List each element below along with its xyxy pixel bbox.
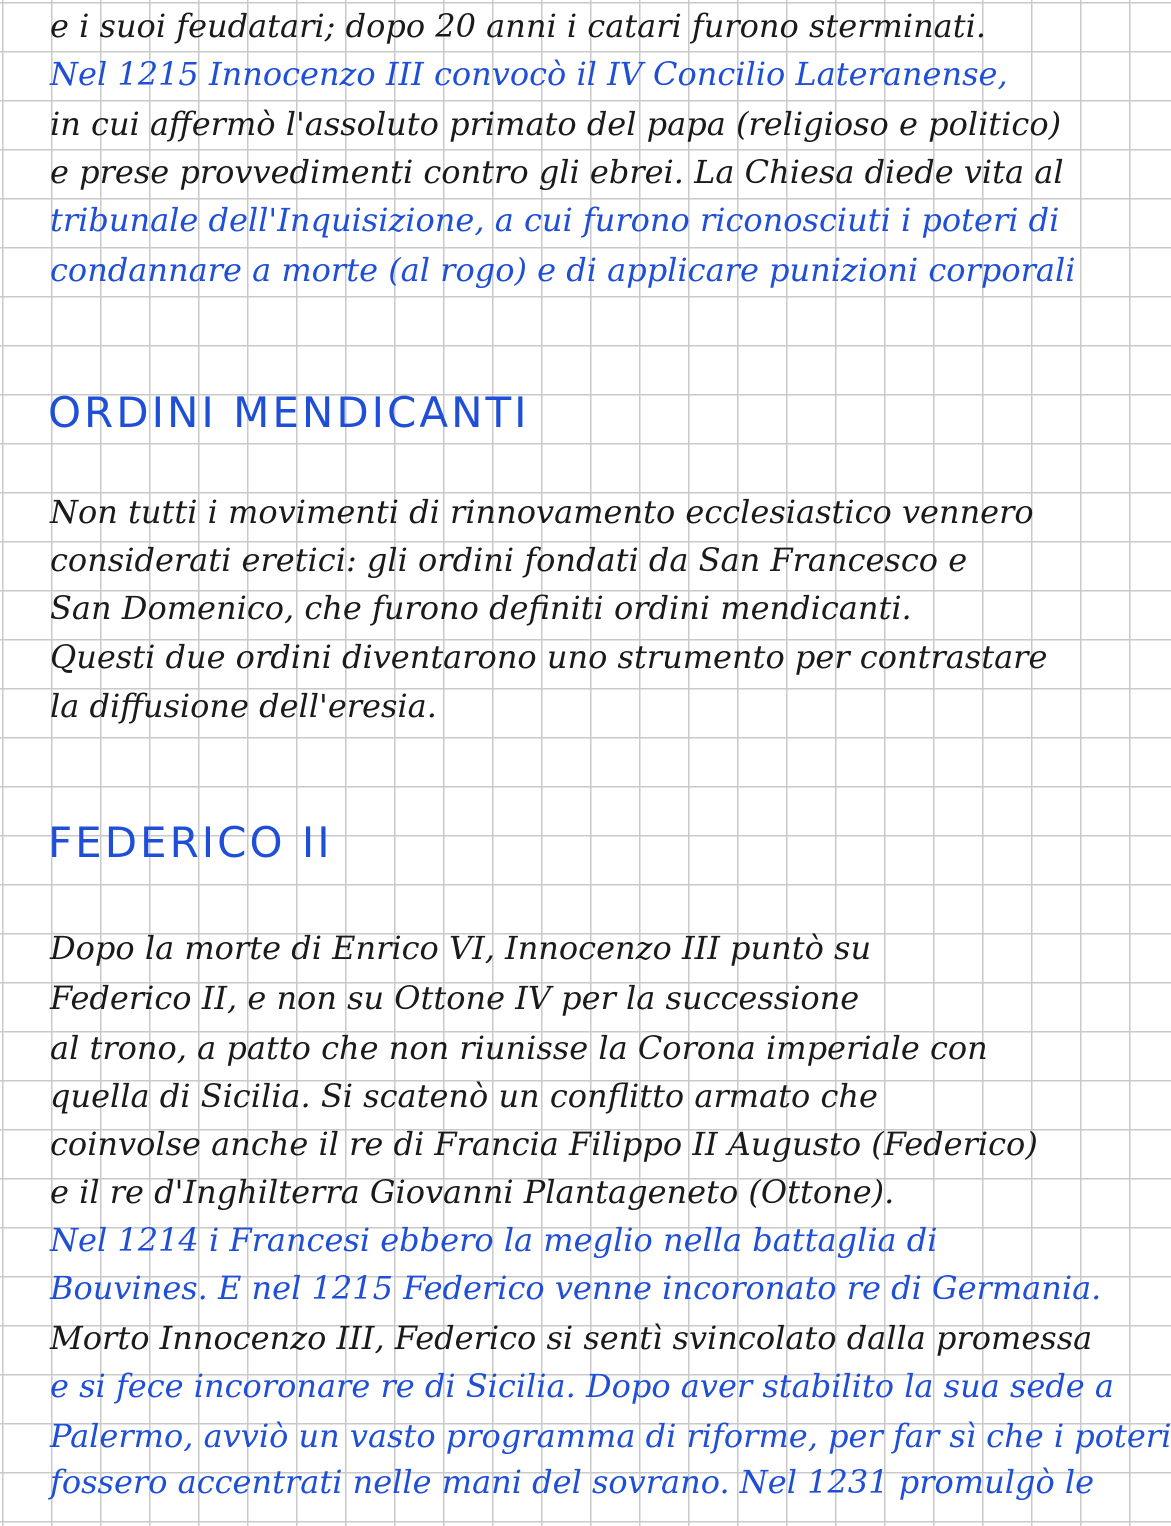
text-line: e il re d'Inghilterra Giovanni Plantageneto (Ottone). [50, 1173, 895, 1211]
text-line: Questi due ordini diventarono uno strumento per contrastare [50, 638, 1048, 676]
text-line: Non tutti i movimenti di rinnovamento ecclesiastico vennero [50, 493, 1034, 531]
text-line: e i suoi feudatari; dopo 20 anni i catari furono sterminati. [50, 7, 987, 45]
text-line: coinvolse anche il re di Francia Filippo II Augusto (Federico) [50, 1125, 1038, 1163]
text-line: considerati eretici: gli ordini fondati da San Francesco e [50, 541, 968, 579]
text-line: San Domenico, che furono definiti ordini mendicanti. [50, 589, 912, 627]
text-line: Federico II, e non su Ottone IV per la successione [50, 979, 860, 1017]
text-line: Nel 1215 Innocenzo III convocò il IV Concilio Lateranense, [50, 55, 1008, 93]
text-line: tribunale dell'Inquisizione, a cui furono riconosciuti i poteri di [50, 201, 1060, 239]
text-line: in cui affermò l'assoluto primato del papa (religioso e politico) [50, 105, 1062, 143]
text-line: quella di Sicilia. Si scatenò un conflitto armato che [50, 1077, 878, 1115]
text-line: Bouvines. E nel 1215 Federico venne incoronato re di Germania. [50, 1269, 1102, 1307]
text-line: Palermo, avviò un vasto programma di riforme, per far sì che i poteri [50, 1417, 1171, 1455]
text-line: fossero accentrati nelle mani del sovrano. Nel 1231 promulgò le [50, 1463, 1095, 1501]
text-line: e si fece incoronare re di Sicilia. Dopo aver stabilito la sua sede a [50, 1367, 1114, 1405]
text-line: Morto Innocenzo III, Federico si sentì svincolato dalla promessa [50, 1319, 1093, 1357]
section-title-ordini-mendicanti: ORDINI MENDICANTI [48, 388, 530, 437]
text-line: al trono, a patto che non riunisse la Corona imperiale con [50, 1029, 988, 1067]
text-line: condannare a morte (al rogo) e di applicare punizioni corporali [50, 251, 1076, 289]
text-line: la diffusione dell'eresia. [50, 687, 437, 725]
text-line: Dopo la morte di Enrico VI, Innocenzo III puntò su [50, 929, 872, 967]
section-title-federico-ii: FEDERICO II [48, 818, 333, 867]
text-line: Nel 1214 i Francesi ebbero la meglio nella battaglia di [50, 1221, 938, 1259]
text-line: e prese provvedimenti contro gli ebrei. La Chiesa diede vita al [50, 153, 1064, 191]
